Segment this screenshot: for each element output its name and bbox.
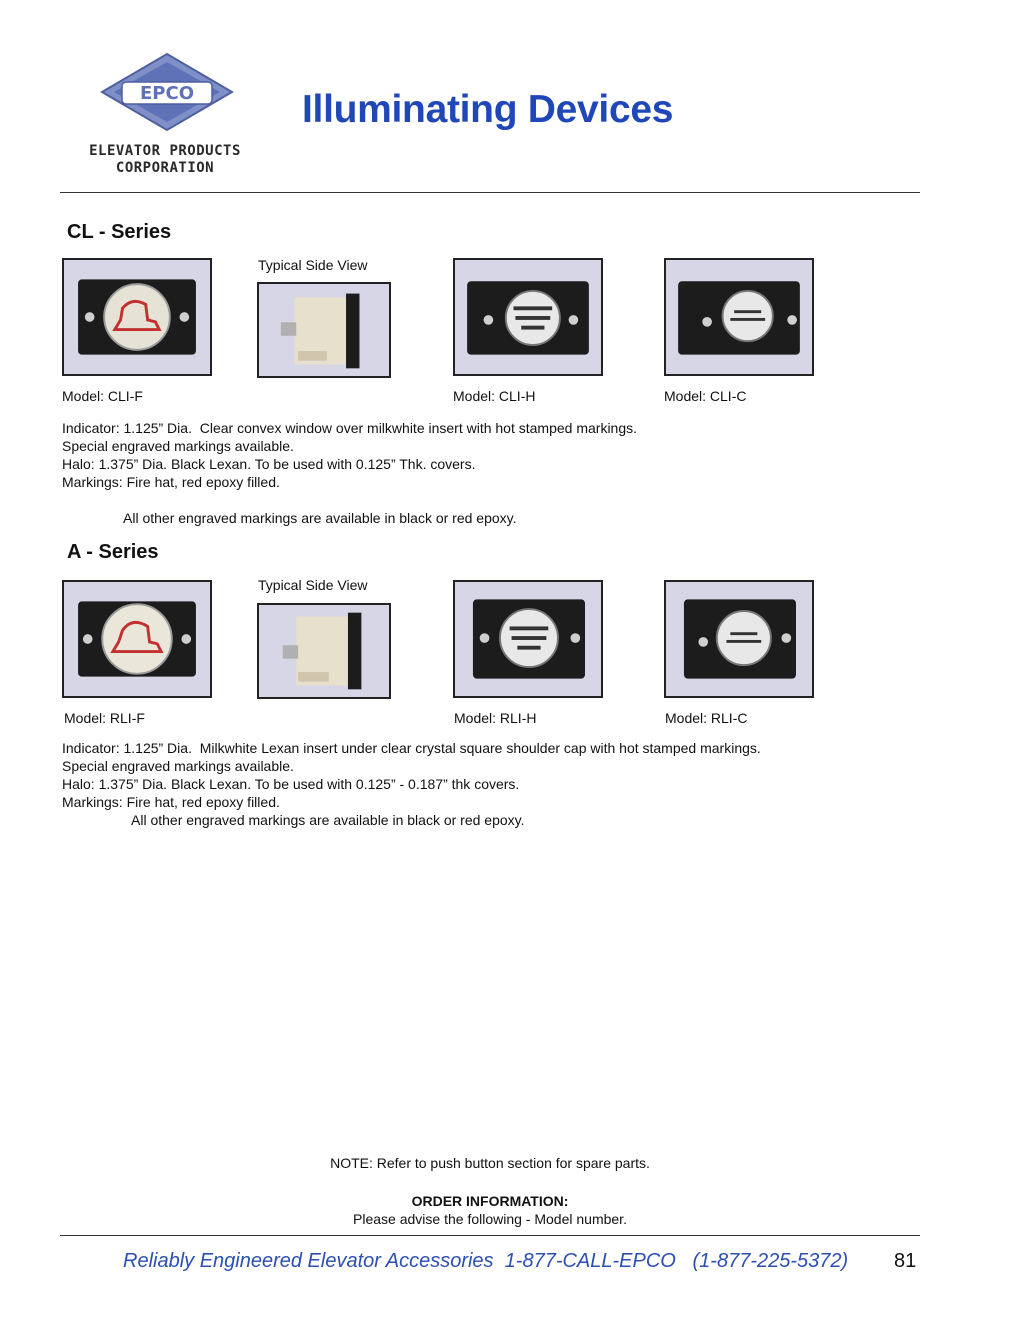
cl-side-view-label: Typical Side View bbox=[258, 257, 368, 273]
cli-h-photo bbox=[453, 258, 603, 376]
a-model-label-3: Model: RLI-C bbox=[665, 710, 748, 726]
cl-side-view-photo bbox=[257, 282, 391, 378]
order-info-heading: ORDER INFORMATION: bbox=[411, 1193, 569, 1209]
rli-h-photo bbox=[453, 580, 603, 698]
fire-hat-indicator-icon bbox=[64, 260, 210, 374]
cl-model-label-2: Model: CLI-H bbox=[453, 388, 536, 404]
a-side-view-label: Typical Side View bbox=[258, 577, 368, 593]
company-name-line2: CORPORATION bbox=[115, 160, 215, 176]
a-series-title: A - Series bbox=[67, 541, 159, 563]
a-desc-line-3: Halo: 1.375” Dia. Black Lexan. To be used with 0.125” - 0.187” thk covers. bbox=[62, 776, 520, 792]
help-is-on-the-way-indicator-icon bbox=[455, 260, 601, 374]
cl-desc-line-1: Indicator: 1.125” Dia. Clear convex window over milkwhite insert with hot stamped markings. bbox=[62, 420, 638, 436]
a-model-label-2: Model: RLI-H bbox=[454, 710, 537, 726]
footer-divider bbox=[60, 1235, 920, 1236]
a-model-label-1: Model: RLI-F bbox=[64, 710, 145, 726]
footer-tagline: Reliably Engineered Elevator Accessories 1-877-CALL-EPCO (1-877-225-5372) bbox=[123, 1250, 849, 1272]
fire-hat-indicator-icon bbox=[64, 582, 210, 696]
rli-f-photo bbox=[62, 580, 212, 698]
cli-f-photo bbox=[62, 258, 212, 376]
a-desc-line-4: Markings: Fire hat, red epoxy filled. bbox=[62, 794, 280, 810]
spare-parts-note: NOTE: Refer to push button section for spare parts. bbox=[330, 1155, 650, 1171]
cl-desc-line-3: Halo: 1.375” Dia. Black Lexan. To be used with 0.125” Thk. covers. bbox=[62, 456, 476, 472]
company-name-line1: ELEVATOR PRODUCTS bbox=[89, 143, 241, 159]
cli-c-photo bbox=[664, 258, 814, 376]
call-acknowledged-indicator-icon bbox=[666, 582, 812, 696]
help-is-on-the-way-indicator-icon bbox=[455, 582, 601, 696]
page-number: 81 bbox=[894, 1250, 917, 1272]
call-acknowledged-indicator-icon bbox=[666, 260, 812, 374]
cl-model-label-1: Model: CLI-F bbox=[62, 388, 143, 404]
cl-desc-line-4: Markings: Fire hat, red epoxy filled. bbox=[62, 474, 280, 490]
a-other-markings: All other engraved markings are available in black or red epoxy. bbox=[131, 812, 525, 828]
cl-series-title: CL - Series bbox=[67, 221, 172, 243]
order-info-text: Please advise the following - Model number. bbox=[353, 1211, 627, 1227]
side-view-icon bbox=[259, 605, 389, 697]
a-side-view-photo bbox=[257, 603, 391, 699]
page-title: Illuminating Devices bbox=[302, 88, 674, 131]
epco-logo bbox=[100, 52, 234, 132]
rli-c-photo bbox=[664, 580, 814, 698]
a-desc-line-2: Special engraved markings available. bbox=[62, 758, 294, 774]
logo-wordmark: EPCO bbox=[140, 83, 194, 104]
cl-other-markings: All other engraved markings are available in black or red epoxy. bbox=[123, 510, 517, 526]
cl-model-label-3: Model: CLI-C bbox=[664, 388, 747, 404]
a-desc-line-1: Indicator: 1.125” Dia. Milkwhite Lexan insert under clear crystal square shoulder cap with hot stamped markings. bbox=[62, 740, 761, 756]
side-view-icon bbox=[259, 284, 389, 376]
cl-desc-line-2: Special engraved markings available. bbox=[62, 438, 294, 454]
header-divider bbox=[60, 192, 920, 193]
